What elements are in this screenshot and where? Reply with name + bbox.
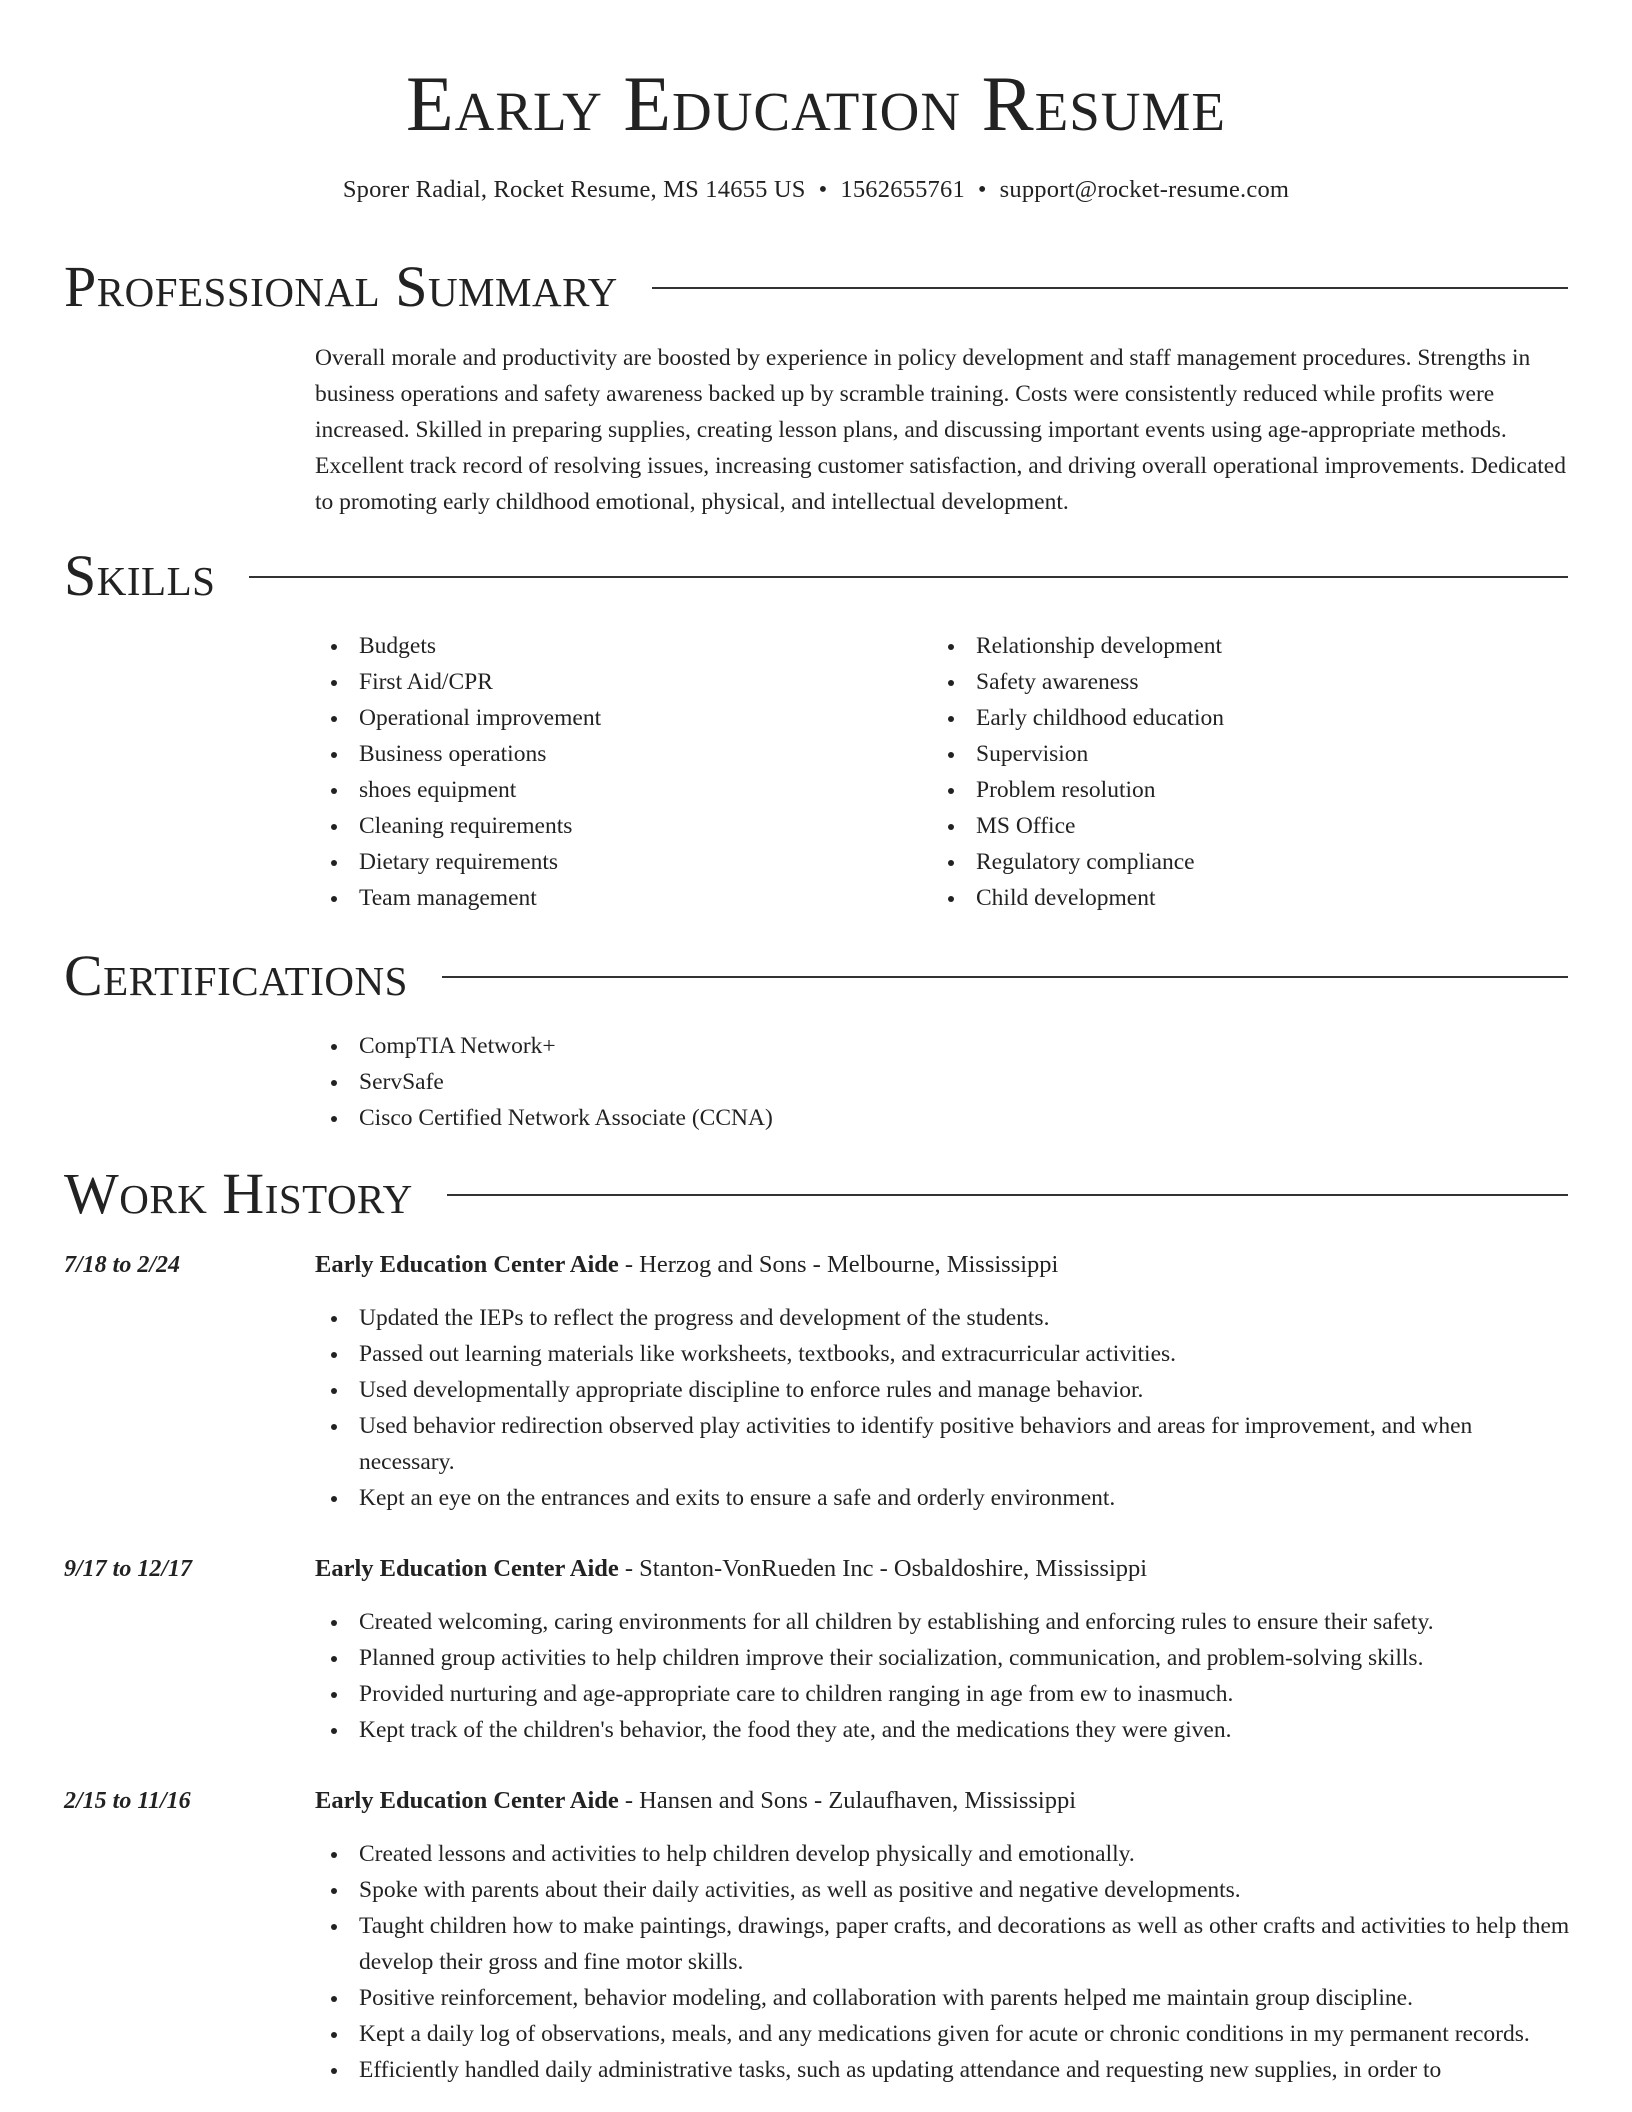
job-bullets bbox=[315, 1836, 1571, 2088]
job-bullet: Used developmentally appropriate discipline to enforce rules and manage behavior. bbox=[315, 1372, 1571, 1408]
contact-email: support@rocket-resume.com bbox=[999, 176, 1290, 203]
job-bullets bbox=[315, 1604, 1571, 1748]
job-bullet: Used behavior redirection observed play activities to identify positive behaviors and areas for improvement, and when necessary. bbox=[315, 1408, 1571, 1480]
job-title: Early Education Center Aide bbox=[315, 1251, 619, 1278]
job-bullet: Kept a daily log of observations, meals, and any medications given for acute or chronic conditions in my permanent records. bbox=[315, 2016, 1571, 2052]
section-rule bbox=[249, 576, 1568, 578]
skill-item: MS Office bbox=[932, 808, 1532, 844]
skill-item: Cleaning requirements bbox=[315, 808, 915, 844]
job-bullet: Provided nurturing and age-appropriate care to children ranging in age from ew to inasmuch. bbox=[315, 1676, 1571, 1712]
contact-phone: 1562655761 bbox=[840, 176, 965, 203]
section-header-summary bbox=[64, 254, 1568, 320]
job-dates: 9/17 to 12/17 bbox=[64, 1556, 193, 1582]
skill-item: Regulatory compliance bbox=[932, 844, 1532, 880]
section-title-skills: Skills bbox=[64, 543, 216, 608]
summary-text: Overall morale and productivity are boosted by experience in policy development and staff management procedures. Strengths in business operations and safety awareness backed up by scramble training. Costs were consistently reduced while profits were increased. Skilled in preparing supplies, creating lesson plans, and discussing important events using age-appropriate methods. Excellent track record of resolving issues, increasing customer satisfaction, and driving overall operational improvements. Dedicated to promoting early childhood emotional, physical, and intellectual development. bbox=[315, 345, 1566, 515]
skill-item: Early childhood education bbox=[932, 700, 1532, 736]
skill-item: Relationship development bbox=[932, 628, 1532, 664]
skill-item: Team management bbox=[315, 880, 915, 916]
section-title-certifications: Certifications bbox=[64, 943, 408, 1008]
job-bullet: Kept an eye on the entrances and exits to ensure a safe and orderly environment. bbox=[315, 1480, 1571, 1516]
job-title-line bbox=[315, 1784, 1076, 1818]
job-title: Early Education Center Aide bbox=[315, 1787, 619, 1814]
skill-item: shoes equipment bbox=[315, 772, 915, 808]
job-title-line bbox=[315, 1552, 1147, 1586]
job-bullet: Taught children how to make paintings, drawings, paper crafts, and decorations as well as other crafts and activities to help them develop their gross and fine motor skills. bbox=[315, 1908, 1571, 1980]
section-title-summary: Professional Summary bbox=[64, 254, 618, 319]
certifications-list bbox=[315, 1028, 1315, 1136]
job-employer: - Herzog and Sons - Melbourne, Mississippi bbox=[618, 1251, 1059, 1278]
job-employer: - Stanton-VonRueden Inc - Osbaldoshire, Mississippi bbox=[618, 1555, 1148, 1582]
section-rule bbox=[442, 976, 1568, 978]
skill-item: Supervision bbox=[932, 736, 1532, 772]
section-rule bbox=[652, 287, 1568, 289]
skills-list-left bbox=[315, 628, 915, 916]
job-title: Early Education Center Aide bbox=[315, 1555, 619, 1582]
contact-address: Sporer Radial, Rocket Resume, MS 14655 US bbox=[342, 176, 806, 203]
job-bullet: Created welcoming, caring environments for all children by establishing and enforcing rules to ensure their safety. bbox=[315, 1604, 1571, 1640]
skill-item: Business operations bbox=[315, 736, 915, 772]
job-bullet: Spoke with parents about their daily activities, as well as positive and negative developments. bbox=[315, 1872, 1571, 1908]
skill-item: Problem resolution bbox=[932, 772, 1532, 808]
contact-separator: • bbox=[977, 176, 987, 203]
section-header-work-history bbox=[64, 1161, 1568, 1227]
skill-item: Operational improvement bbox=[315, 700, 915, 736]
job-bullet: Efficiently handled daily administrative tasks, such as updating attendance and requesting new supplies, in order to bbox=[315, 2052, 1571, 2088]
section-header-skills bbox=[64, 543, 1568, 609]
job-bullet: Passed out learning materials like worksheets, textbooks, and extracurricular activities. bbox=[315, 1336, 1571, 1372]
job-bullet: Positive reinforcement, behavior modeling, and collaboration with parents helped me maintain group discipline. bbox=[315, 1980, 1571, 2016]
job-dates: 2/15 to 11/16 bbox=[64, 1788, 191, 1814]
certification-item: CompTIA Network+ bbox=[315, 1028, 1315, 1064]
job-dates: 7/18 to 2/24 bbox=[64, 1252, 181, 1278]
job-bullets bbox=[315, 1300, 1571, 1516]
section-title-work-history: Work History bbox=[64, 1161, 413, 1226]
section-rule bbox=[447, 1194, 1568, 1196]
resume-name: Early Education Resume bbox=[405, 60, 1227, 147]
skill-item: Safety awareness bbox=[932, 664, 1532, 700]
job-bullet: Created lessons and activities to help children develop physically and emotionally. bbox=[315, 1836, 1571, 1872]
certification-item: Cisco Certified Network Associate (CCNA) bbox=[315, 1100, 1315, 1136]
job-bullet: Planned group activities to help children improve their socialization, communication, and problem-solving skills. bbox=[315, 1640, 1571, 1676]
section-header-certifications bbox=[64, 943, 1568, 1009]
contact-separator: • bbox=[818, 176, 828, 203]
skill-item: Budgets bbox=[315, 628, 915, 664]
job-employer: - Hansen and Sons - Zulaufhaven, Mississippi bbox=[618, 1787, 1077, 1814]
skill-item: First Aid/CPR bbox=[315, 664, 915, 700]
skill-item: Dietary requirements bbox=[315, 844, 915, 880]
skills-list-right bbox=[932, 628, 1532, 916]
contact-line bbox=[0, 174, 1632, 206]
certification-item: ServSafe bbox=[315, 1064, 1315, 1100]
skill-item: Child development bbox=[932, 880, 1532, 916]
job-bullet: Updated the IEPs to reflect the progress and development of the students. bbox=[315, 1300, 1571, 1336]
job-bullet: Kept track of the children's behavior, the food they ate, and the medications they were given. bbox=[315, 1712, 1571, 1748]
job-title-line bbox=[315, 1248, 1058, 1282]
